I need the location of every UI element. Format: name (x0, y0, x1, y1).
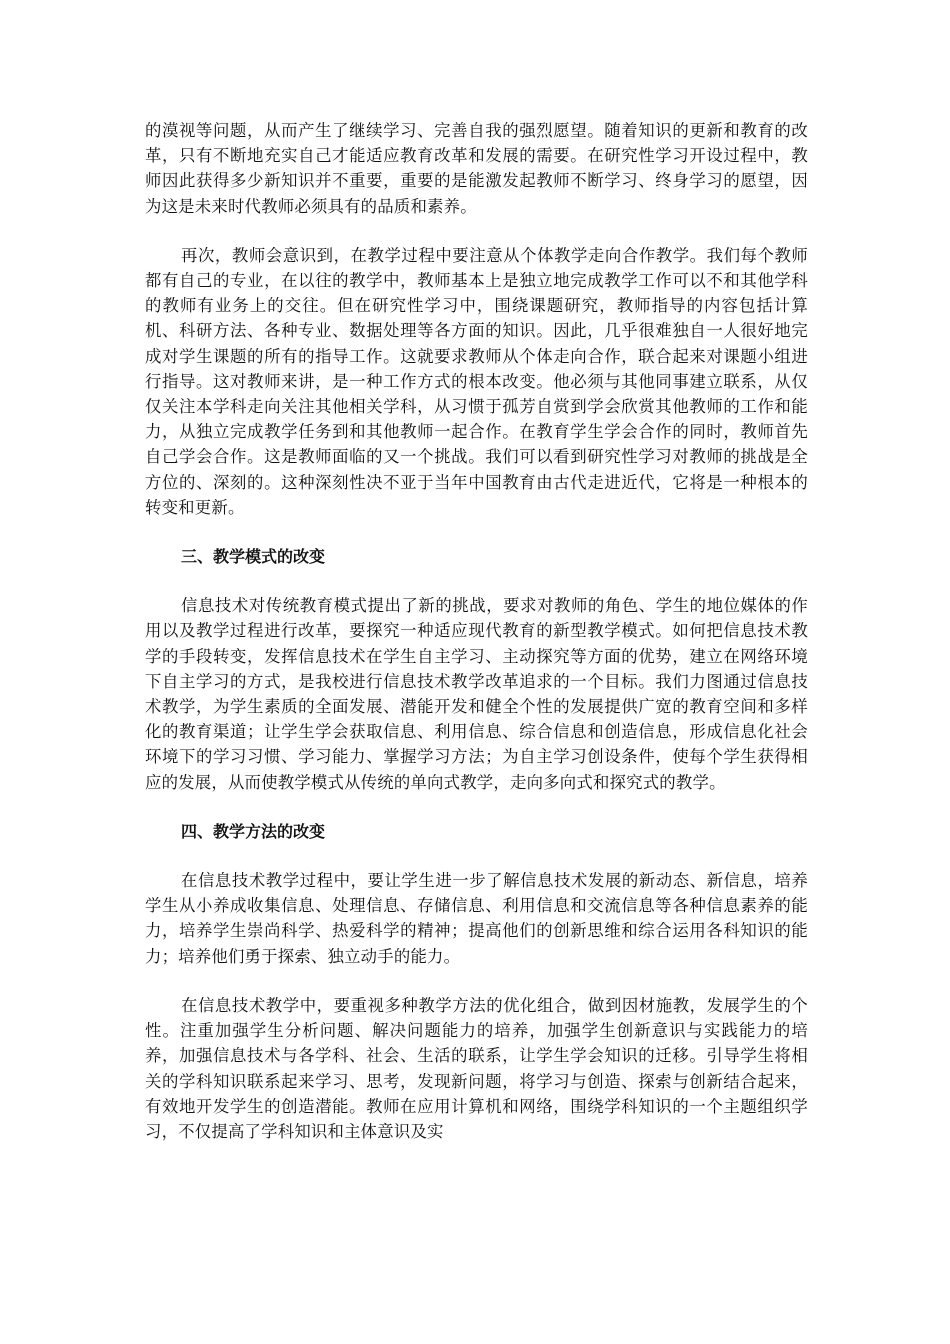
section-heading-teaching-mode: 三、教学模式的改变 (181, 547, 326, 567)
paragraph-continued: 的漠视等问题，从而产生了继续学习、完善自我的强烈愿望。随着知识的更新和教育的改革，只有不断地充实自己才能适应教育改革和发展的需要。在研究性学习开设过程中，教师因此获得多少新知识并不重要，重要的是能激发起教师不断学习、终身学习的愿望，因为这是未来时代教师必须具有的品质和素养。 (145, 121, 808, 216)
section-heading-teaching-method: 四、教学方法的改变 (181, 821, 326, 841)
document-page (145, 118, 808, 1144)
paragraph-teaching-method: 在信息技术教学过程中，要让学生进一步了解信息技术发展的新动态、新信息，培养学生从小养成收集信息、处理信息、存储信息、利用信息和交流信息等各种信息素养的能力，培养学生崇尚科学、热爱科学的精神；提高他们的创新思维和综合运用各科知识的能力；培养他们勇于探索、独立动手的能力。 (145, 871, 808, 966)
paragraph-collaboration: 再次，教师会意识到，在教学过程中要注意从个体教学走向合作教学。我们每个教师都有自己的专业，在以往的教学中，教师基本上是独立地完成教学工作可以不和其他学科的教师有业务上的交往。但在研究性学习中，围绕课题研究，教师指导的内容包括计算机、科研方法、各种专业、数据处理等各方面的知识。因此，几乎很难独自一人很好地完成对学生课题的所有的指导工作。这就要求教师从个体走向合作，联合起来对课题小组进行指导。这对教师来讲，是一种工作方式的根本改变。他必须与其他同事建立联系，从仅仅关注本学科走向关注其他相关学科，从习惯于孤芳自赏到学会欣赏其他教师的工作和能力，从独立完成教学任务到和其他教师一起合作。在教育学生学会合作的同时，教师首先自己学会合作。这是教师面临的又一个挑战。我们可以看到研究性学习对教师的挑战是全方位的、深刻的。这种深刻性决不亚于当年中国教育由古代走进近代，它将是一种根本的转变和更新。 (145, 245, 808, 517)
paragraph-teaching-mode: 信息技术对传统教育模式提出了新的挑战，要求对教师的角色、学生的地位媒体的作用以及教学过程进行改革，要探究一种适应现代教育的新型教学模式。如何把信息技术教学的手段转变，发挥信息技术在学生自主学习、主动探究等方面的优势，建立在网络环境下自主学习的方式，是我校进行信息技术教学改革追求的一个目标。我们力图通过信息技术教学，为学生素质的全面发展、潜能开发和健全个性的发展提供广宽的教育空间和多样化的教育渠道；让学生学会获取信息、利用信息、综合信息和创造信息，形成信息化社会环境下的学习习惯、学习能力、掌握学习方法；为自主学习创设条件，使每个学生获得相应的发展，从而使教学模式从传统的单向式教学，走向多向式和探究式的教学。 (145, 596, 808, 792)
paragraph-method-combination: 在信息技术教学中，要重视多种教学方法的优化组合，做到因材施教，发展学生的个性。注重加强学生分析问题、解决问题能力的培养，加强学生创新意识与实践能力的培养，加强信息技术与各学科、社会、生活的联系，让学生学会知识的迁移。引导学生将相关的学科知识联系起来学习、思考，发现新问题，将学习与创造、探索与创新结合起来，有效地开发学生的创造潜能。教师在应用计算机和网络，围绕学科知识的一个主题组织学习，不仅提高了学科知识和主体意识及实 (145, 995, 808, 1141)
